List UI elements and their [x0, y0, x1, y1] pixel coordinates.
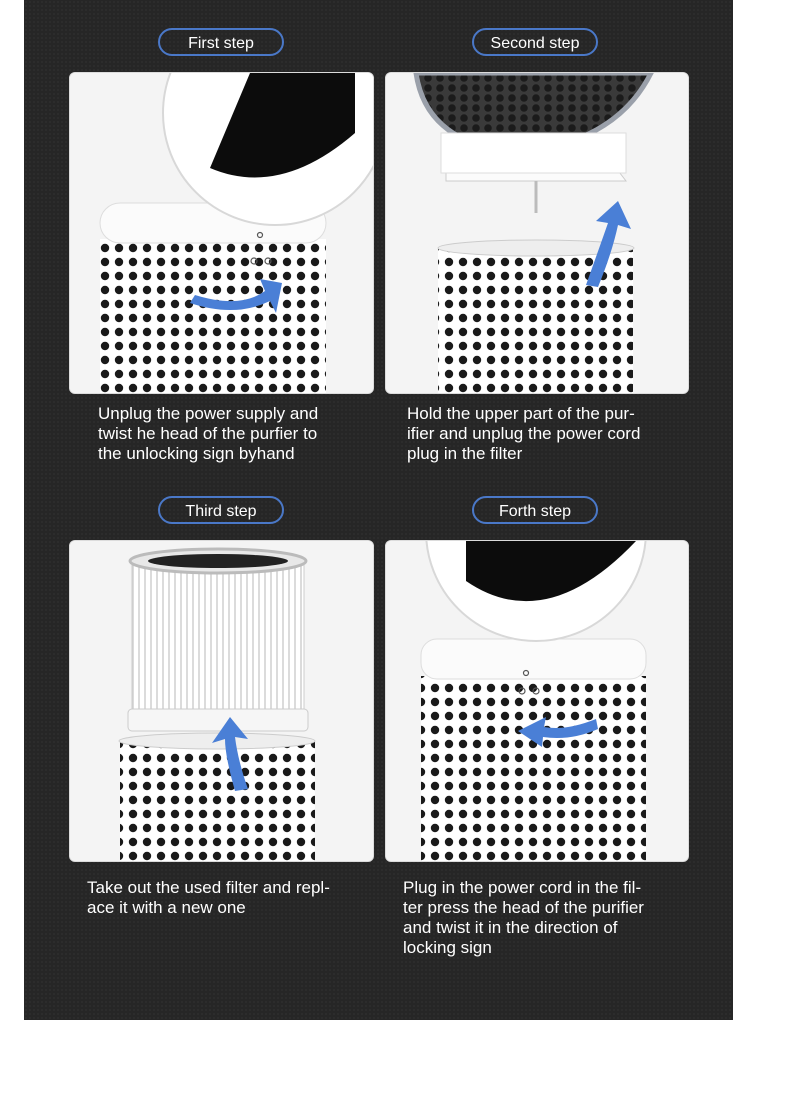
- step-2-badge: Second step: [472, 28, 598, 56]
- step-3-badge: Third step: [158, 496, 284, 524]
- instructions-panel: [24, 0, 733, 1020]
- step-4-badge: Forth step: [472, 496, 598, 524]
- step-2-image: [385, 72, 689, 394]
- step-3-caption: Take out the used filter and repl- ace it with a new one: [87, 878, 330, 917]
- purifier-neck: [421, 639, 646, 679]
- purifier-base: [120, 741, 315, 861]
- purifier-base: [100, 239, 326, 393]
- step-4-caption: Plug in the power cord in the fil- ter press the head of the purifier and twist it in the direction of locking sign: [403, 878, 644, 957]
- step-1-image: [69, 72, 374, 394]
- step-3-image: [69, 540, 374, 862]
- step-4-image: [385, 540, 689, 862]
- step-1-badge: First step: [158, 28, 284, 56]
- step-2-caption: Hold the upper part of the pur- ifier and unplug the power cord plug in the filter: [407, 404, 641, 463]
- purifier-base: [421, 676, 646, 861]
- new-filter: [132, 563, 304, 731]
- step-1-caption: Unplug the power supply and twist he head of the purfier to the unlocking sign byhand: [98, 404, 319, 463]
